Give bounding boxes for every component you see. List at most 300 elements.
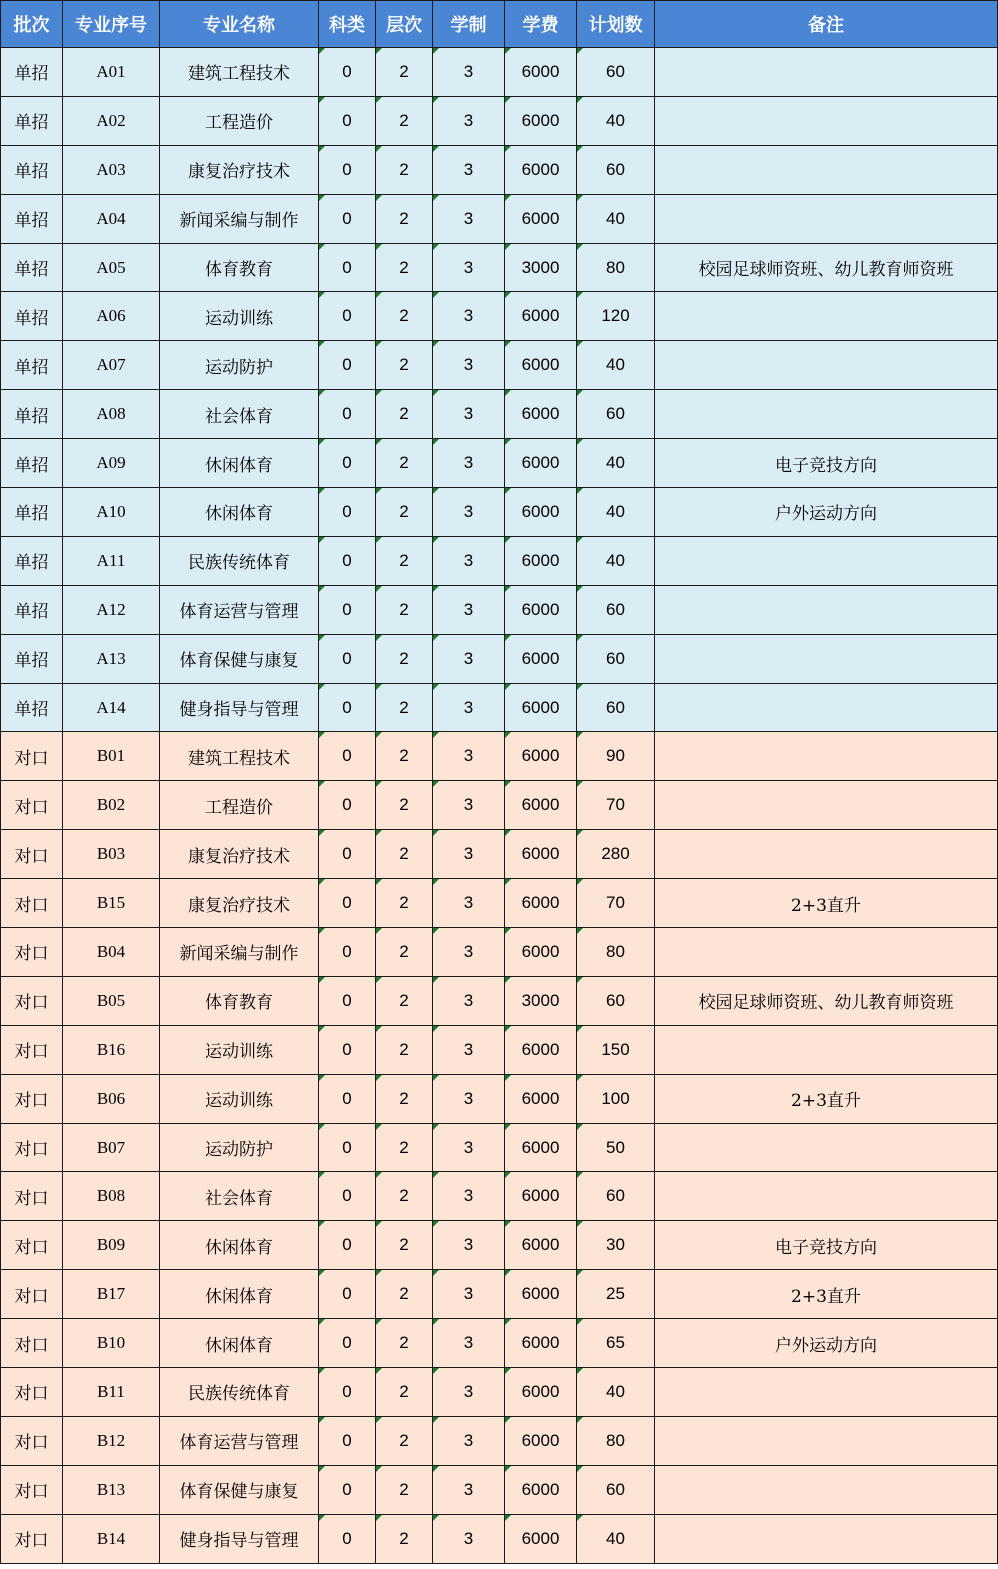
- cell-plan-count[interactable]: 120: [577, 292, 655, 341]
- cell-level[interactable]: 2: [376, 439, 433, 488]
- cell-major-code[interactable]: B13: [63, 1465, 160, 1514]
- cell-category[interactable]: 0: [319, 781, 376, 830]
- cell-major-code[interactable]: B06: [63, 1074, 160, 1123]
- cell-remarks[interactable]: [655, 928, 998, 977]
- cell-duration[interactable]: 3: [433, 683, 505, 732]
- cell-tuition[interactable]: 6000: [505, 145, 577, 194]
- cell-tuition[interactable]: 6000: [505, 1172, 577, 1221]
- table-row[interactable]: [1, 1416, 998, 1465]
- table-row[interactable]: [1, 1123, 998, 1172]
- cell-duration[interactable]: 3: [433, 585, 505, 634]
- cell-batch[interactable]: 单招: [1, 48, 63, 97]
- cell-plan-count[interactable]: 90: [577, 732, 655, 781]
- cell-level[interactable]: 2: [376, 243, 433, 292]
- cell-major-code[interactable]: B05: [63, 976, 160, 1025]
- cell-major-code[interactable]: B07: [63, 1123, 160, 1172]
- cell-level[interactable]: 2: [376, 585, 433, 634]
- cell-level[interactable]: 2: [376, 1416, 433, 1465]
- cell-batch[interactable]: 对口: [1, 1172, 63, 1221]
- cell-major-name[interactable]: 体育运营与管理: [160, 1416, 319, 1465]
- cell-duration[interactable]: 3: [433, 732, 505, 781]
- cell-major-code[interactable]: B11: [63, 1368, 160, 1417]
- table-row[interactable]: [1, 1025, 998, 1074]
- table-row[interactable]: [1, 1514, 998, 1563]
- cell-remarks[interactable]: [655, 1025, 998, 1074]
- cell-category[interactable]: 0: [319, 390, 376, 439]
- table-row[interactable]: [1, 1465, 998, 1514]
- cell-plan-count[interactable]: 40: [577, 1514, 655, 1563]
- cell-category[interactable]: 0: [319, 1172, 376, 1221]
- cell-remarks[interactable]: [655, 1368, 998, 1417]
- cell-remarks[interactable]: [655, 390, 998, 439]
- cell-category[interactable]: 0: [319, 488, 376, 537]
- cell-major-code[interactable]: A12: [63, 585, 160, 634]
- cell-major-name[interactable]: 社会体育: [160, 1172, 319, 1221]
- header-level[interactable]: 层次: [376, 1, 433, 48]
- cell-level[interactable]: 2: [376, 390, 433, 439]
- cell-tuition[interactable]: 6000: [505, 1025, 577, 1074]
- cell-major-name[interactable]: 运动训练: [160, 1025, 319, 1074]
- cell-major-code[interactable]: A11: [63, 536, 160, 585]
- cell-major-name[interactable]: 休闲体育: [160, 1270, 319, 1319]
- cell-tuition[interactable]: 6000: [505, 1123, 577, 1172]
- cell-duration[interactable]: 3: [433, 439, 505, 488]
- cell-duration[interactable]: 3: [433, 48, 505, 97]
- cell-remarks[interactable]: [655, 341, 998, 390]
- cell-category[interactable]: 0: [319, 1465, 376, 1514]
- cell-category[interactable]: 0: [319, 1270, 376, 1319]
- cell-major-name[interactable]: 社会体育: [160, 390, 319, 439]
- cell-duration[interactable]: 3: [433, 96, 505, 145]
- cell-plan-count[interactable]: 80: [577, 1416, 655, 1465]
- cell-tuition[interactable]: 6000: [505, 390, 577, 439]
- cell-remarks[interactable]: [655, 683, 998, 732]
- cell-batch[interactable]: 单招: [1, 292, 63, 341]
- cell-plan-count[interactable]: 60: [577, 390, 655, 439]
- cell-level[interactable]: 2: [376, 1465, 433, 1514]
- cell-tuition[interactable]: 6000: [505, 1270, 577, 1319]
- table-row[interactable]: [1, 536, 998, 585]
- cell-major-name[interactable]: 体育教育: [160, 976, 319, 1025]
- cell-major-code[interactable]: A09: [63, 439, 160, 488]
- cell-duration[interactable]: 3: [433, 194, 505, 243]
- cell-level[interactable]: 2: [376, 1270, 433, 1319]
- cell-tuition[interactable]: 6000: [505, 928, 577, 977]
- cell-major-code[interactable]: B08: [63, 1172, 160, 1221]
- cell-remarks[interactable]: 校园足球师资班、幼儿教育师资班: [655, 243, 998, 292]
- cell-level[interactable]: 2: [376, 536, 433, 585]
- table-row[interactable]: [1, 683, 998, 732]
- cell-tuition[interactable]: 6000: [505, 830, 577, 879]
- cell-batch[interactable]: 对口: [1, 1123, 63, 1172]
- table-row[interactable]: [1, 879, 998, 928]
- cell-major-name[interactable]: 民族传统体育: [160, 536, 319, 585]
- cell-plan-count[interactable]: 30: [577, 1221, 655, 1270]
- cell-batch[interactable]: 单招: [1, 488, 63, 537]
- cell-level[interactable]: 2: [376, 683, 433, 732]
- cell-major-name[interactable]: 体育保健与康复: [160, 1465, 319, 1514]
- cell-remarks[interactable]: [655, 96, 998, 145]
- cell-batch[interactable]: 单招: [1, 439, 63, 488]
- cell-category[interactable]: 0: [319, 830, 376, 879]
- table-row[interactable]: [1, 1319, 998, 1368]
- cell-remarks[interactable]: [655, 145, 998, 194]
- cell-tuition[interactable]: 6000: [505, 879, 577, 928]
- cell-category[interactable]: 0: [319, 879, 376, 928]
- cell-duration[interactable]: 3: [433, 292, 505, 341]
- cell-remarks[interactable]: [655, 48, 998, 97]
- table-row[interactable]: [1, 928, 998, 977]
- cell-duration[interactable]: 3: [433, 830, 505, 879]
- cell-level[interactable]: 2: [376, 1172, 433, 1221]
- cell-plan-count[interactable]: 70: [577, 879, 655, 928]
- cell-duration[interactable]: 3: [433, 1123, 505, 1172]
- cell-plan-count[interactable]: 280: [577, 830, 655, 879]
- cell-major-code[interactable]: A07: [63, 341, 160, 390]
- cell-major-code[interactable]: A05: [63, 243, 160, 292]
- cell-major-code[interactable]: B15: [63, 879, 160, 928]
- cell-major-name[interactable]: 休闲体育: [160, 488, 319, 537]
- cell-batch[interactable]: 对口: [1, 781, 63, 830]
- cell-tuition[interactable]: 6000: [505, 1221, 577, 1270]
- cell-category[interactable]: 0: [319, 536, 376, 585]
- cell-category[interactable]: 0: [319, 732, 376, 781]
- cell-category[interactable]: 0: [319, 1319, 376, 1368]
- cell-category[interactable]: 0: [319, 243, 376, 292]
- table-row[interactable]: [1, 1270, 998, 1319]
- cell-major-code[interactable]: A08: [63, 390, 160, 439]
- cell-duration[interactable]: 3: [433, 488, 505, 537]
- cell-major-code[interactable]: A10: [63, 488, 160, 537]
- cell-batch[interactable]: 对口: [1, 879, 63, 928]
- cell-remarks[interactable]: [655, 1514, 998, 1563]
- cell-level[interactable]: 2: [376, 1368, 433, 1417]
- cell-major-name[interactable]: 运动防护: [160, 341, 319, 390]
- cell-remarks[interactable]: 2+3直升: [655, 1270, 998, 1319]
- header-duration[interactable]: 学制: [433, 1, 505, 48]
- cell-tuition[interactable]: 6000: [505, 1319, 577, 1368]
- cell-level[interactable]: 2: [376, 1221, 433, 1270]
- cell-level[interactable]: 2: [376, 488, 433, 537]
- cell-major-name[interactable]: 休闲体育: [160, 1221, 319, 1270]
- cell-plan-count[interactable]: 60: [577, 145, 655, 194]
- table-row[interactable]: [1, 732, 998, 781]
- cell-major-name[interactable]: 运动训练: [160, 1074, 319, 1123]
- cell-major-code[interactable]: A03: [63, 145, 160, 194]
- cell-level[interactable]: 2: [376, 1074, 433, 1123]
- cell-batch[interactable]: 单招: [1, 390, 63, 439]
- cell-category[interactable]: 0: [319, 1514, 376, 1563]
- cell-batch[interactable]: 对口: [1, 830, 63, 879]
- table-row[interactable]: [1, 48, 998, 97]
- cell-batch[interactable]: 对口: [1, 1025, 63, 1074]
- cell-duration[interactable]: 3: [433, 1514, 505, 1563]
- table-row[interactable]: [1, 341, 998, 390]
- cell-batch[interactable]: 对口: [1, 1221, 63, 1270]
- cell-batch[interactable]: 对口: [1, 976, 63, 1025]
- cell-major-name[interactable]: 工程造价: [160, 96, 319, 145]
- cell-remarks[interactable]: 电子竞技方向: [655, 439, 998, 488]
- cell-batch[interactable]: 对口: [1, 1416, 63, 1465]
- cell-level[interactable]: 2: [376, 341, 433, 390]
- cell-tuition[interactable]: 6000: [505, 1465, 577, 1514]
- cell-category[interactable]: 0: [319, 292, 376, 341]
- cell-batch[interactable]: 单招: [1, 683, 63, 732]
- cell-category[interactable]: 0: [319, 1416, 376, 1465]
- cell-tuition[interactable]: 6000: [505, 1514, 577, 1563]
- cell-major-code[interactable]: B04: [63, 928, 160, 977]
- cell-major-name[interactable]: 工程造价: [160, 781, 319, 830]
- cell-batch[interactable]: 单招: [1, 145, 63, 194]
- table-row[interactable]: [1, 488, 998, 537]
- cell-major-code[interactable]: B12: [63, 1416, 160, 1465]
- cell-duration[interactable]: 3: [433, 781, 505, 830]
- cell-remarks[interactable]: [655, 585, 998, 634]
- table-row[interactable]: [1, 96, 998, 145]
- header-remarks[interactable]: 备注: [655, 1, 998, 48]
- cell-plan-count[interactable]: 60: [577, 976, 655, 1025]
- table-row[interactable]: [1, 976, 998, 1025]
- cell-tuition[interactable]: 6000: [505, 781, 577, 830]
- cell-level[interactable]: 2: [376, 96, 433, 145]
- table-row[interactable]: [1, 439, 998, 488]
- cell-batch[interactable]: 对口: [1, 1514, 63, 1563]
- cell-batch[interactable]: 对口: [1, 1319, 63, 1368]
- cell-tuition[interactable]: 6000: [505, 1074, 577, 1123]
- cell-major-name[interactable]: 休闲体育: [160, 1319, 319, 1368]
- cell-plan-count[interactable]: 60: [577, 585, 655, 634]
- cell-remarks[interactable]: [655, 634, 998, 683]
- header-major-code[interactable]: 专业序号: [63, 1, 160, 48]
- cell-duration[interactable]: 3: [433, 1025, 505, 1074]
- cell-major-code[interactable]: A14: [63, 683, 160, 732]
- cell-major-name[interactable]: 建筑工程技术: [160, 732, 319, 781]
- header-batch[interactable]: 批次: [1, 1, 63, 48]
- cell-remarks[interactable]: [655, 194, 998, 243]
- cell-duration[interactable]: 3: [433, 1074, 505, 1123]
- cell-remarks[interactable]: 户外运动方向: [655, 488, 998, 537]
- cell-batch[interactable]: 对口: [1, 1074, 63, 1123]
- cell-level[interactable]: 2: [376, 976, 433, 1025]
- cell-major-name[interactable]: 健身指导与管理: [160, 683, 319, 732]
- table-row[interactable]: [1, 585, 998, 634]
- cell-level[interactable]: 2: [376, 48, 433, 97]
- table-row[interactable]: [1, 292, 998, 341]
- cell-major-code[interactable]: A01: [63, 48, 160, 97]
- cell-tuition[interactable]: 6000: [505, 634, 577, 683]
- cell-duration[interactable]: 3: [433, 1416, 505, 1465]
- cell-remarks[interactable]: [655, 1172, 998, 1221]
- cell-category[interactable]: 0: [319, 145, 376, 194]
- table-row[interactable]: [1, 390, 998, 439]
- cell-major-name[interactable]: 新闻采编与制作: [160, 928, 319, 977]
- cell-level[interactable]: 2: [376, 194, 433, 243]
- cell-major-code[interactable]: A06: [63, 292, 160, 341]
- cell-plan-count[interactable]: 80: [577, 243, 655, 292]
- cell-batch[interactable]: 对口: [1, 928, 63, 977]
- cell-tuition[interactable]: 6000: [505, 585, 577, 634]
- cell-tuition[interactable]: 3000: [505, 976, 577, 1025]
- cell-major-code[interactable]: B10: [63, 1319, 160, 1368]
- table-row[interactable]: [1, 1221, 998, 1270]
- cell-level[interactable]: 2: [376, 732, 433, 781]
- cell-category[interactable]: 0: [319, 1025, 376, 1074]
- cell-remarks[interactable]: [655, 1416, 998, 1465]
- cell-plan-count[interactable]: 60: [577, 683, 655, 732]
- cell-remarks[interactable]: 2+3直升: [655, 1074, 998, 1123]
- cell-remarks[interactable]: [655, 732, 998, 781]
- cell-plan-count[interactable]: 40: [577, 96, 655, 145]
- cell-remarks[interactable]: 电子竞技方向: [655, 1221, 998, 1270]
- cell-category[interactable]: 0: [319, 1368, 376, 1417]
- cell-category[interactable]: 0: [319, 48, 376, 97]
- cell-major-name[interactable]: 建筑工程技术: [160, 48, 319, 97]
- cell-category[interactable]: 0: [319, 1221, 376, 1270]
- cell-plan-count[interactable]: 40: [577, 341, 655, 390]
- cell-major-code[interactable]: B14: [63, 1514, 160, 1563]
- cell-tuition[interactable]: 6000: [505, 292, 577, 341]
- cell-remarks[interactable]: [655, 781, 998, 830]
- cell-category[interactable]: 0: [319, 976, 376, 1025]
- cell-major-name[interactable]: 健身指导与管理: [160, 1514, 319, 1563]
- cell-tuition[interactable]: 6000: [505, 1368, 577, 1417]
- cell-duration[interactable]: 3: [433, 341, 505, 390]
- cell-major-code[interactable]: B01: [63, 732, 160, 781]
- cell-batch[interactable]: 对口: [1, 1465, 63, 1514]
- cell-duration[interactable]: 3: [433, 1465, 505, 1514]
- table-row[interactable]: [1, 145, 998, 194]
- cell-level[interactable]: 2: [376, 879, 433, 928]
- cell-duration[interactable]: 3: [433, 1270, 505, 1319]
- cell-major-name[interactable]: 民族传统体育: [160, 1368, 319, 1417]
- cell-plan-count[interactable]: 50: [577, 1123, 655, 1172]
- cell-batch[interactable]: 单招: [1, 243, 63, 292]
- cell-category[interactable]: 0: [319, 928, 376, 977]
- cell-category[interactable]: 0: [319, 439, 376, 488]
- cell-duration[interactable]: 3: [433, 1368, 505, 1417]
- cell-plan-count[interactable]: 40: [577, 536, 655, 585]
- cell-major-code[interactable]: A02: [63, 96, 160, 145]
- table-row[interactable]: [1, 830, 998, 879]
- cell-plan-count[interactable]: 40: [577, 439, 655, 488]
- cell-category[interactable]: 0: [319, 634, 376, 683]
- cell-major-code[interactable]: B17: [63, 1270, 160, 1319]
- cell-duration[interactable]: 3: [433, 536, 505, 585]
- table-row[interactable]: [1, 194, 998, 243]
- cell-batch[interactable]: 单招: [1, 536, 63, 585]
- cell-major-name[interactable]: 康复治疗技术: [160, 145, 319, 194]
- cell-tuition[interactable]: 6000: [505, 1416, 577, 1465]
- cell-level[interactable]: 2: [376, 1514, 433, 1563]
- cell-level[interactable]: 2: [376, 1319, 433, 1368]
- cell-duration[interactable]: 3: [433, 243, 505, 292]
- cell-major-name[interactable]: 康复治疗技术: [160, 830, 319, 879]
- cell-duration[interactable]: 3: [433, 976, 505, 1025]
- cell-remarks[interactable]: 户外运动方向: [655, 1319, 998, 1368]
- cell-batch[interactable]: 单招: [1, 634, 63, 683]
- cell-major-name[interactable]: 运动防护: [160, 1123, 319, 1172]
- cell-category[interactable]: 0: [319, 1074, 376, 1123]
- cell-category[interactable]: 0: [319, 341, 376, 390]
- cell-category[interactable]: 0: [319, 194, 376, 243]
- cell-batch[interactable]: 对口: [1, 1270, 63, 1319]
- cell-duration[interactable]: 3: [433, 1221, 505, 1270]
- cell-plan-count[interactable]: 40: [577, 194, 655, 243]
- cell-batch[interactable]: 单招: [1, 194, 63, 243]
- cell-major-code[interactable]: B09: [63, 1221, 160, 1270]
- cell-major-name[interactable]: 运动训练: [160, 292, 319, 341]
- cell-major-name[interactable]: 康复治疗技术: [160, 879, 319, 928]
- cell-category[interactable]: 0: [319, 1123, 376, 1172]
- cell-tuition[interactable]: 6000: [505, 536, 577, 585]
- cell-major-code[interactable]: B16: [63, 1025, 160, 1074]
- table-row[interactable]: [1, 1074, 998, 1123]
- cell-major-name[interactable]: 体育教育: [160, 243, 319, 292]
- cell-duration[interactable]: 3: [433, 145, 505, 194]
- header-tuition[interactable]: 学费: [505, 1, 577, 48]
- cell-tuition[interactable]: 6000: [505, 439, 577, 488]
- cell-major-name[interactable]: 休闲体育: [160, 439, 319, 488]
- cell-tuition[interactable]: 6000: [505, 194, 577, 243]
- cell-major-name[interactable]: 新闻采编与制作: [160, 194, 319, 243]
- cell-batch[interactable]: 单招: [1, 341, 63, 390]
- cell-tuition[interactable]: 6000: [505, 341, 577, 390]
- cell-plan-count[interactable]: 40: [577, 488, 655, 537]
- cell-tuition[interactable]: 6000: [505, 488, 577, 537]
- cell-tuition[interactable]: 6000: [505, 96, 577, 145]
- cell-remarks[interactable]: [655, 1123, 998, 1172]
- cell-plan-count[interactable]: 25: [577, 1270, 655, 1319]
- cell-category[interactable]: 0: [319, 96, 376, 145]
- cell-duration[interactable]: 3: [433, 879, 505, 928]
- header-plan-count[interactable]: 计划数: [577, 1, 655, 48]
- cell-duration[interactable]: 3: [433, 1319, 505, 1368]
- header-category[interactable]: 科类: [319, 1, 376, 48]
- cell-duration[interactable]: 3: [433, 1172, 505, 1221]
- table-row[interactable]: [1, 1368, 998, 1417]
- cell-batch[interactable]: 单招: [1, 585, 63, 634]
- cell-remarks[interactable]: [655, 1465, 998, 1514]
- cell-level[interactable]: 2: [376, 830, 433, 879]
- cell-remarks[interactable]: 2+3直升: [655, 879, 998, 928]
- table-row[interactable]: [1, 1172, 998, 1221]
- cell-plan-count[interactable]: 100: [577, 1074, 655, 1123]
- cell-plan-count[interactable]: 65: [577, 1319, 655, 1368]
- cell-remarks[interactable]: [655, 292, 998, 341]
- cell-plan-count[interactable]: 80: [577, 928, 655, 977]
- cell-batch[interactable]: 对口: [1, 732, 63, 781]
- cell-category[interactable]: 0: [319, 683, 376, 732]
- cell-plan-count[interactable]: 150: [577, 1025, 655, 1074]
- cell-tuition[interactable]: 3000: [505, 243, 577, 292]
- cell-duration[interactable]: 3: [433, 928, 505, 977]
- cell-plan-count[interactable]: 60: [577, 1172, 655, 1221]
- cell-major-code[interactable]: B03: [63, 830, 160, 879]
- cell-major-code[interactable]: A13: [63, 634, 160, 683]
- cell-level[interactable]: 2: [376, 1123, 433, 1172]
- cell-major-name[interactable]: 体育运营与管理: [160, 585, 319, 634]
- cell-major-code[interactable]: A04: [63, 194, 160, 243]
- cell-level[interactable]: 2: [376, 634, 433, 683]
- cell-remarks[interactable]: [655, 536, 998, 585]
- table-row[interactable]: [1, 243, 998, 292]
- cell-duration[interactable]: 3: [433, 390, 505, 439]
- cell-level[interactable]: 2: [376, 928, 433, 977]
- cell-major-name[interactable]: 体育保健与康复: [160, 634, 319, 683]
- cell-plan-count[interactable]: 60: [577, 634, 655, 683]
- cell-plan-count[interactable]: 40: [577, 1368, 655, 1417]
- cell-batch[interactable]: 对口: [1, 1368, 63, 1417]
